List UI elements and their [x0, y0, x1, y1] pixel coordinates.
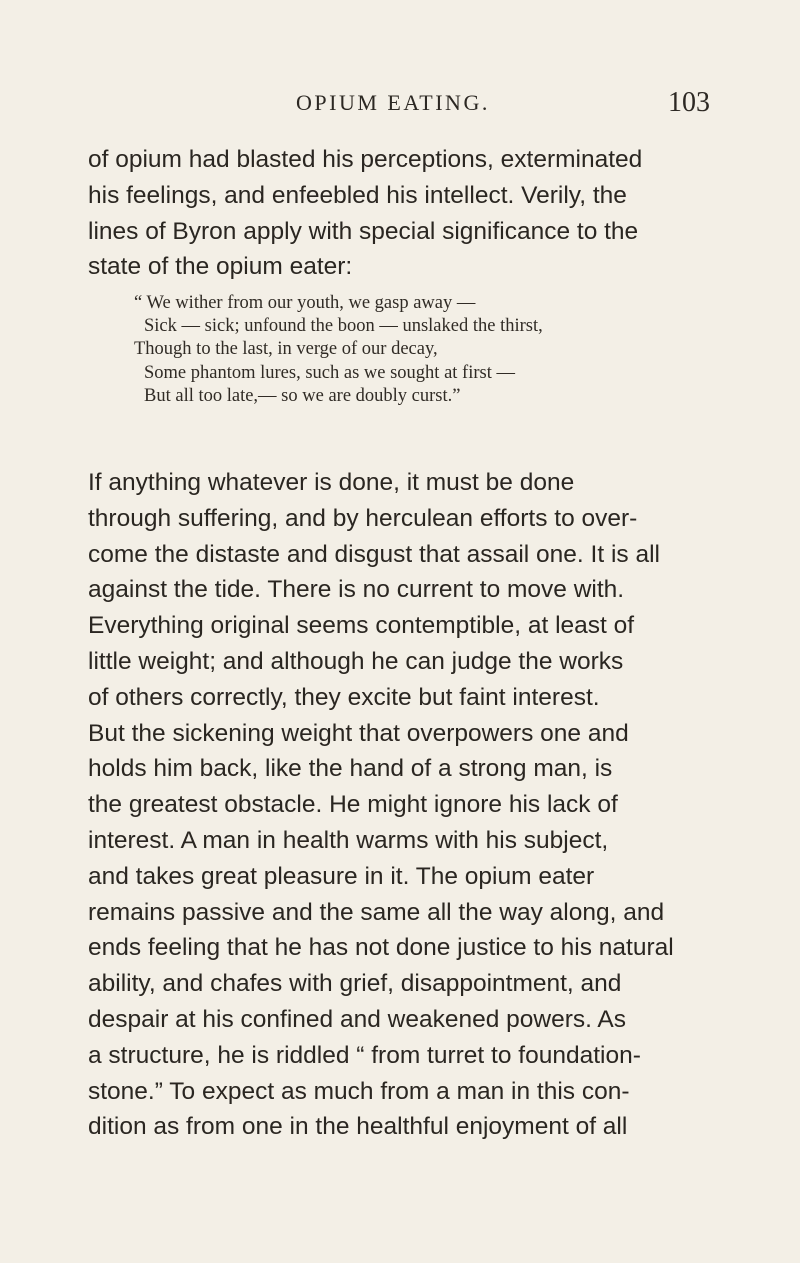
quote-line: Some phantom lures, such as we sought at first — — [144, 362, 515, 383]
quote-line: Though to the last, in verge of our decay, — [134, 339, 438, 360]
text-line: interest. A man in health warms with his subject, — [88, 826, 609, 854]
text-line: Everything original seems contemptible, at least of — [88, 612, 635, 640]
text-line: of others correctly, they excite but faint interest. — [88, 683, 600, 711]
text-line: against the tide. There is no current to move with. — [88, 576, 625, 604]
running-title: OPIUM EATING. — [296, 90, 490, 115]
quote-line: Sick — sick; unfound the boon — unslaked the thirst, — [144, 316, 543, 337]
text-line: his feelings, and enfeebled his intellect. Verily, the — [88, 181, 627, 209]
page-header — [88, 86, 710, 120]
paragraph-2 — [88, 465, 714, 1145]
text-line: a structure, he is riddled “ from turret to foundation- — [88, 1041, 641, 1069]
text-line: But the sickening weight that overpowers one and — [88, 719, 629, 747]
text-line: and takes great pleasure in it. The opium eater — [88, 862, 595, 890]
text-line: dition as from one in the healthful enjoyment of all — [88, 1113, 628, 1141]
text-line: state of the opium eater: — [88, 253, 353, 281]
text-line: remains passive and the same all the way along, and — [88, 898, 665, 926]
paragraph-1 — [88, 142, 714, 285]
text-line: come the distaste and disgust that assail one. It is all — [88, 540, 660, 568]
quote-line: But all too late,— so we are doubly curst.” — [144, 385, 461, 406]
text-line: ability, and chafes with grief, disappointment, and — [88, 970, 622, 998]
text-line: the greatest obstacle. He might ignore his lack of — [88, 791, 618, 819]
quote-line: “ We wither from our youth, we gasp away — — [134, 293, 476, 313]
text-line: If anything whatever is done, it must be done — [88, 469, 575, 496]
text-line: little weight; and although he can judge the works — [88, 647, 624, 675]
text-line: lines of Byron apply with special significance to the — [88, 217, 639, 245]
text-line: through suffering, and by herculean efforts to over- — [88, 504, 638, 532]
page-number: 103 — [668, 87, 710, 118]
text-line: of opium had blasted his perceptions, exterminated — [88, 146, 643, 173]
text-line: holds him back, like the hand of a strong man, is — [88, 755, 613, 783]
text-line: despair at his confined and weakened powers. As — [88, 1005, 626, 1033]
text-line: stone.” To expect as much from a man in this con- — [88, 1077, 630, 1105]
byron-quote — [134, 292, 714, 408]
text-line: ends feeling that he has not done justice to his natural — [88, 934, 674, 962]
